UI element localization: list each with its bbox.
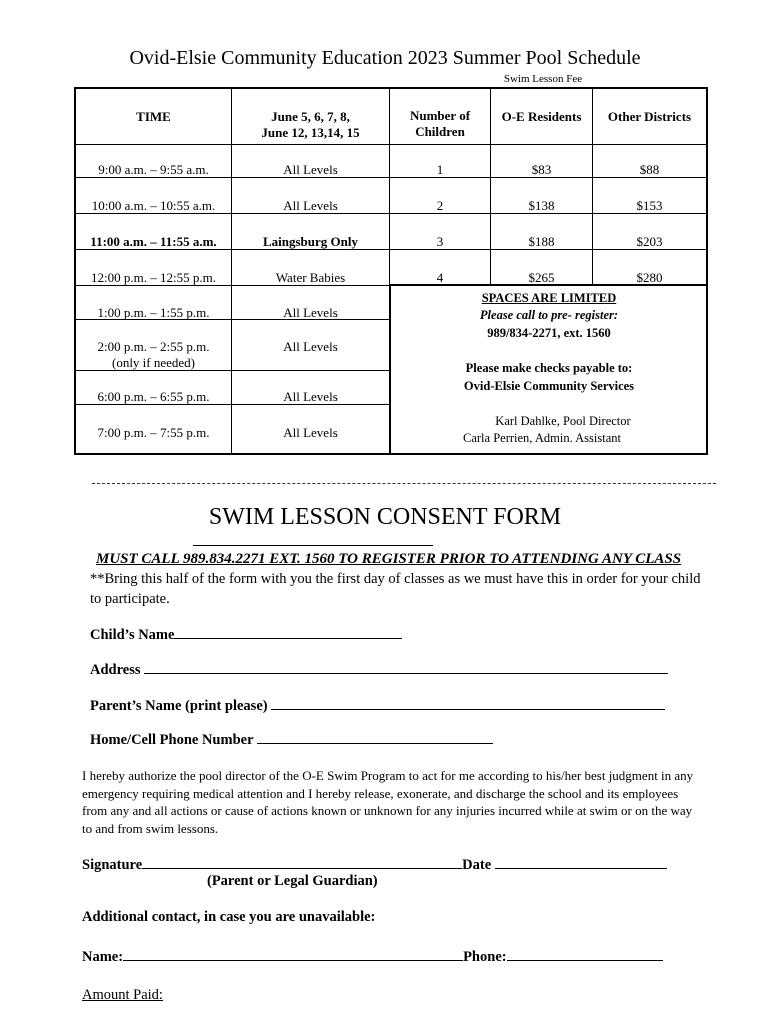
row-time: 11:00 a.m. – 11:55 a.m.	[90, 234, 217, 249]
preregister-note: Please call to pre- register:	[479, 308, 619, 322]
fee-header: Swim Lesson Fee	[503, 73, 583, 85]
signature-row	[82, 854, 667, 874]
address-label: Address	[90, 662, 141, 678]
schedule-table	[74, 87, 708, 455]
row-time-note: (only if needed)	[111, 355, 196, 370]
header-children-2: Children	[415, 124, 465, 139]
address-row	[90, 659, 668, 679]
row-time: 2:00 p.m. – 2:55 p.m.	[97, 339, 210, 354]
fee-residents: $138	[528, 198, 555, 213]
row-level: All Levels	[283, 162, 338, 177]
row-time: 6:00 p.m. – 6:55 p.m.	[97, 389, 210, 404]
header-other: Other Districts	[607, 109, 692, 124]
phone-label: Home/Cell Phone Number	[90, 732, 254, 748]
parent-name-row	[90, 695, 665, 715]
fee-other: $203	[636, 234, 663, 249]
pool-director: Karl Dahlke, Pool Director	[495, 414, 631, 428]
header-dates-1: June 5, 6, 7, 8,	[271, 109, 350, 124]
form-title: SWIM LESSON CONSENT FORM	[208, 504, 562, 530]
contact-row	[82, 946, 663, 966]
row-level: All Levels	[283, 425, 338, 440]
phone2-field[interactable]	[507, 946, 663, 961]
spaces-limited: SPACES ARE LIMITED	[481, 291, 617, 305]
title-underline	[193, 545, 433, 546]
child-name-field[interactable]	[174, 624, 402, 639]
authorization-text: I hereby authorize the pool director of the O-E Swim Program to act for me according to his/her best judgment in any emergency requiring medical attention and I hereby release, exonerate, and discharge the school and its employees from any and all actions or cause of actions known or unknown for any injuries incurred while at swim or on the way to and from swim lessons.	[82, 768, 694, 836]
address-field[interactable]	[144, 659, 668, 674]
guardian-note: (Parent or Legal Guardian)	[207, 873, 378, 889]
row-time: 7:00 p.m. – 7:55 p.m.	[97, 425, 210, 440]
amount-paid-label: Amount Paid:	[82, 987, 163, 1003]
checks-payee: Ovid-Elsie Community Services	[463, 379, 635, 393]
phone-row	[90, 729, 493, 749]
row-level: All Levels	[283, 339, 338, 354]
fee-other: $280	[636, 270, 663, 285]
fee-other: $88	[639, 162, 660, 177]
row-time: 9:00 a.m. – 9:55 a.m.	[98, 162, 209, 177]
admin-assistant: Carla Perrien, Admin. Assistant	[463, 431, 621, 445]
signature-label: Signature	[82, 857, 143, 873]
fee-children: 3	[436, 234, 444, 249]
additional-contact-label: Additional contact, in case you are unavailable:	[82, 909, 376, 925]
page-title: Ovid-Elsie Community Education 2023 Summer Pool Schedule	[129, 47, 641, 69]
fee-residents: $83	[531, 162, 552, 177]
row-level: All Levels	[283, 198, 338, 213]
fee-children: 1	[436, 162, 444, 177]
header-dates-2: June 12, 13,14, 15	[261, 125, 360, 140]
header-time: TIME	[136, 109, 171, 124]
fee-residents: $188	[528, 234, 555, 249]
header-children-1: Number of	[409, 108, 471, 123]
row-time: 10:00 a.m. – 10:55 a.m.	[91, 198, 216, 213]
parent-name-field[interactable]	[271, 695, 665, 710]
child-name-row	[90, 624, 402, 644]
cut-line	[92, 483, 716, 484]
fee-children: 2	[436, 198, 444, 213]
must-call-notice: MUST CALL 989.834.2271 EXT. 1560 TO REGISTER PRIOR TO ATTENDING ANY CLASS	[96, 551, 682, 567]
child-name-label: Child’s Name	[90, 627, 175, 643]
register-phone: 989/834-2271, ext. 1560	[487, 326, 611, 340]
bring-form-note: **Bring this half of the form with you the first day of classes as we must have this in order for your child to participate.	[90, 571, 701, 607]
signature-field[interactable]	[142, 854, 462, 869]
row-level: Water Babies	[275, 270, 346, 285]
row-level: All Levels	[283, 305, 338, 320]
parent-name-label: Parent’s Name (print please)	[90, 698, 268, 714]
checks-payable: Please make checks payable to:	[465, 361, 633, 375]
phone2-label: Phone:	[463, 949, 507, 965]
phone-field[interactable]	[257, 729, 493, 744]
row-time: 12:00 p.m. – 12:55 p.m.	[91, 270, 216, 285]
name-field[interactable]	[123, 946, 463, 961]
date-label: Date	[462, 857, 492, 873]
fee-other: $153	[636, 198, 663, 213]
fee-children: 4	[436, 270, 444, 285]
date-field[interactable]	[495, 854, 667, 869]
fee-residents: $265	[528, 270, 555, 285]
row-time: 1:00 p.m. – 1:55 p.m.	[97, 305, 210, 320]
row-level: Laingsburg Only	[262, 234, 358, 249]
row-level: All Levels	[283, 389, 338, 404]
name-label: Name:	[82, 949, 124, 965]
header-residents: O-E Residents	[501, 109, 582, 124]
